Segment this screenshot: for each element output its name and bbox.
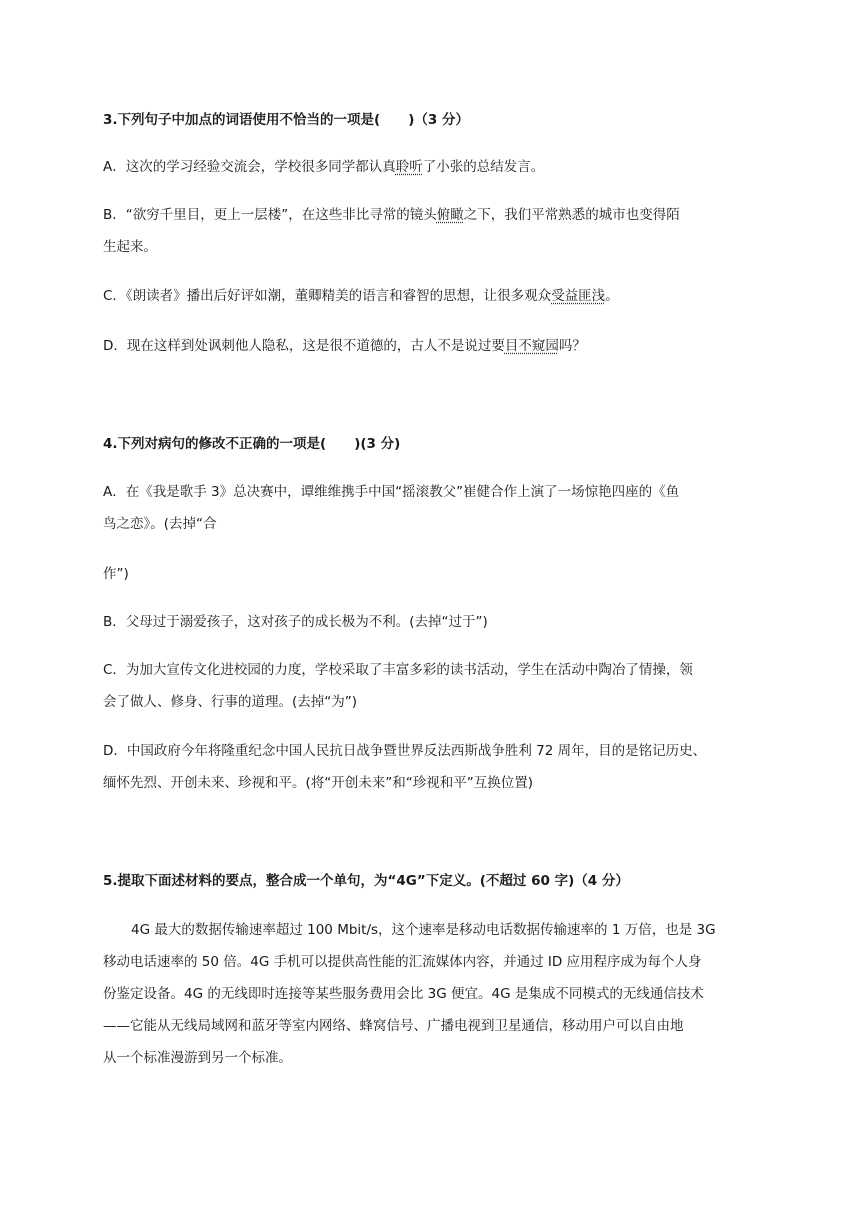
- question-3-title: 3.下列句子中加点的词语使用不恰当的一项是( )（3 分）: [103, 112, 469, 128]
- question-3-option-a: A．这次的学习经验交流会，学校很多同学都认真聆听了小张的总结发言。: [103, 159, 545, 175]
- dotted-word: 聆听: [395, 159, 423, 175]
- question-5-material-line-4: ——它能从无线局域网和蓝牙等室内网络、蜂窝信号、广播电视到卫星通信，移动用户可以自由地: [103, 1018, 684, 1034]
- question-5-material-line-5: 从一个标准漫游到另一个标准。: [103, 1050, 292, 1066]
- question-3-option-d: D．现在这样到处讽刺他人隐私，这是很不道德的，古人不是说过要目不窥园吗？: [103, 338, 586, 354]
- dotted-word: 目不窥园: [504, 338, 559, 354]
- question-4-option-a: A．在《我是歌手 3》总决赛中，谭维维携手中国“摇滚教父”崔健合作上演了一场惊艳四座的《鱼: [103, 484, 680, 500]
- question-5-material-line-3: 份鉴定设备。4G 的无线即时连接等某些服务费用会比 3G 便宜。4G 是集成不同模式的无线通信技术: [103, 986, 704, 1002]
- dotted-word: 受益匪浅: [551, 288, 606, 304]
- question-4-option-c: C．为加大宣传文化进校园的力度，学校采取了丰富多彩的读书活动，学生在活动中陶冶了情操，领: [103, 662, 693, 678]
- question-5-title: 5.提取下面述材料的要点，整合成一个单句，为“4G”下定义。(不超过 60 字)（4 分）: [103, 873, 629, 889]
- question-3-option-b-cont: 生起来。: [103, 239, 157, 255]
- question-3-option-b: B．“欲穷千里目，更上一层楼”，在这些非比寻常的镜头俯瞰之下，我们平常熟悉的城市也变得陌: [103, 207, 680, 223]
- question-4-option-d-cont: 缅怀先烈、开创未来、珍视和平。(将“开创未来”和“珍视和平”互换位置): [103, 775, 534, 791]
- dotted-word: 俯瞰: [436, 207, 464, 223]
- question-5-material-line-2: 移动电话速率的 50 倍。4G 手机可以提供高性能的汇流媒体内容，并通过 ID 应用程序成为每个人身: [103, 954, 702, 970]
- question-4-option-a-cont2: 作”): [103, 566, 129, 582]
- question-4-option-c-cont: 会了做人、修身、行事的道理。(去掉“为”): [103, 694, 358, 710]
- question-4-option-a-cont: 鸟之恋》。(去掉“合: [103, 516, 217, 532]
- question-4-option-b: B．父母过于溺爱孩子，这对孩子的成长极为不利。(去掉“过于”): [103, 614, 488, 630]
- question-3-option-c: C．《朗读者》播出后好评如潮，董卿精美的语言和睿智的思想，让很多观众受益匪浅。: [103, 288, 619, 304]
- question-5-material-line-1: 4G 最大的数据传输速率超过 100 Mbit/s，这个速率是移动电话数据传输速率的 1 万倍，也是 3G: [131, 922, 716, 938]
- question-4-option-d: D．中国政府今年将隆重纪念中国人民抗日战争暨世界反法西斯战争胜利 72 周年，目的是铭记历史、: [103, 743, 707, 759]
- question-4-title: 4.下列对病句的修改不正确的一项是( )(3 分): [103, 436, 401, 452]
